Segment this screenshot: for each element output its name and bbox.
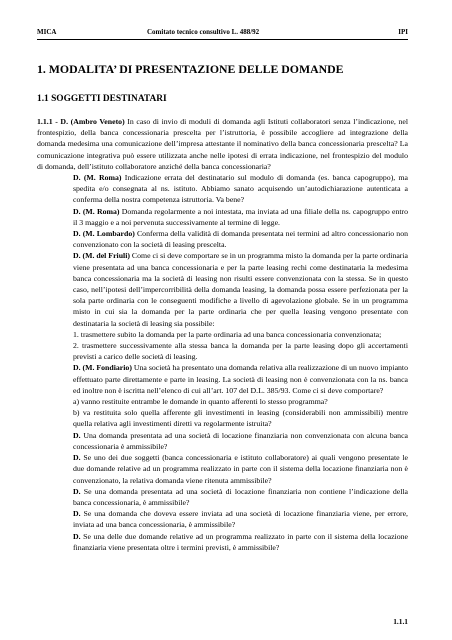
paragraph	[37, 228, 408, 250]
paragraph-text: 1. trasmettere subito la domanda per la parte ordinaria ad una banca concessionaria convenzionata;	[73, 329, 382, 339]
section-title: 1.1 SOGGETTI DESTINATARI	[37, 94, 167, 104]
paragraph-text: b) va restituita solo quella afferente gli investimenti in leasing (considerabili non ammissibili) mentre quella relativa agli investimenti diretti va regolarmente istruita?	[73, 408, 408, 429]
header-right: IPI	[398, 28, 408, 36]
body-text	[37, 116, 408, 553]
paragraph-text: In caso di invio di moduli di domanda agli Istituti collaboratori senza l’indicazione, nel frontespizio, della banca concessionaria prescelta per l’istruttoria, è possibile accogliere ad integrazione della domanda medesima una comunicazione dell’impresa attestante il nominativo della banca concessionaria prescelta? La comunicazione integrativa può essere utilizzata anche nelle ipotesi di errata indicazione, nel frontespizio del modulo di domanda, dell’istituto collaboratore anziché della banca concessionaria?	[37, 117, 409, 171]
paragraph-lead: D. (M. Fondiario)	[73, 363, 132, 373]
paragraph	[37, 430, 408, 452]
list-item	[37, 407, 408, 429]
chapter-title: 1. MODALITA’ DI PRESENTAZIONE DELLE DOMANDE	[37, 62, 344, 76]
header-left: MICA	[37, 28, 57, 36]
paragraph-lead: D.	[73, 430, 81, 440]
paragraph-text: Una società ha presentato una domanda relativa alla realizzazione di un nuovo impianto effettuato parte direttamente e parte in leasing. La società di leasing non è convenzionata con la ns. banca ed inoltre non è iscritta nell’elenco di cui all’art. 107 del D.L. 385/93. Come ci si deve comportare?	[73, 363, 408, 395]
paragraph-lead: 1.1.1 - D. (Ambro Veneto)	[37, 117, 125, 126]
paragraph-text: Se una delle due domande relative ad un programma realizzato in parte con il sistema della locazione finanziaria viene presentata oltre i termini previsti, è ammissibile?	[73, 531, 408, 552]
page-footer: 1.1.1	[393, 617, 408, 626]
paragraph	[37, 116, 408, 172]
paragraph-text: Se uno dei due soggetti (banca concessionaria e istituto collaboratore) ai quali vengono presentate le due domande relative ad un programma realizzato in parte con il sistema della locazione finanziaria non è convenzionato, la relativa domanda viene ritenuta ammissibile?	[73, 453, 408, 485]
paragraph	[37, 250, 408, 328]
paragraph-text: Indicazione errata del destinatario sul modulo di domanda (es. banca capogruppo), ma spedita e/o consegnata al ns. istituto. Abbiamo sanato acquisendo un’autodichiarazione autenticata a conferma della nostra competenza istruttoria. Va bene?	[73, 173, 408, 205]
paragraph-text: Se una domanda che doveva essere inviata ad una società di locazione finanziaria viene, per errore, inviata ad una banca concessionaria, è ammissibile?	[73, 509, 408, 530]
paragraph-lead: D. (M. Roma)	[73, 173, 122, 183]
paragraph	[37, 452, 408, 486]
paragraph	[37, 206, 408, 228]
paragraph-lead: D.	[73, 486, 81, 496]
paragraph-lead: D.	[73, 509, 81, 519]
paragraph	[37, 486, 408, 508]
paragraph-text: 2. trasmettere successivamente alla stessa banca la domanda per la parte leasing dopo gli accertamenti previsti a carico delle società di leasing.	[73, 341, 408, 362]
paragraph-lead: D. (M. Roma)	[73, 206, 120, 216]
paragraph-text: Se una domanda presentata ad una società di locazione finanziaria non contiene l’indicazione della banca concessionaria, è ammissibile?	[73, 486, 408, 507]
paragraph	[37, 508, 408, 530]
paragraph-lead: D. (M. Lombardo)	[73, 229, 135, 239]
paragraph-text: a) vanno restituite entrambe le domande in quanto afferenti lo stesso programma?	[73, 397, 328, 407]
paragraph	[37, 362, 408, 396]
list-item	[37, 340, 408, 362]
paragraph-lead: D. (M. del Friuli)	[73, 251, 130, 261]
paragraph	[37, 172, 408, 206]
paragraph-lead: D.	[73, 531, 81, 541]
header-rule	[37, 39, 408, 40]
paragraph	[37, 531, 408, 553]
paragraph-text: Domanda regolarmente a noi intestata, ma inviata ad una filiale della ns. capogruppo entro il 3 maggio e a noi pervenuta successivamente al termine di legge.	[73, 206, 409, 227]
paragraph-lead: D.	[73, 453, 81, 463]
paragraph-text: Una domanda presentata ad una società di locazione finanziaria non convenzionata con alcuna banca concessionaria è ammissibile?	[73, 430, 408, 451]
paragraph-text: Conferma della validità di domanda presentata nei termini ad altro concessionario non convenzionato con la società di leasing prescelta.	[73, 229, 408, 250]
header-center: Comitato tecnico consultivo L. 488/92	[147, 28, 260, 36]
paragraph-text: Come ci si deve comportare se in un programma misto la domanda per la parte ordinaria viene presentata ad una banca concessionaria e per la parte leasing rechi come destinataria la medesima banca concessionaria ma la società di leasing non risulti essere convenzionata con la stessa. Se in questo caso, nell’ipotesi dell’impercorribilità della domanda leasing, la domanda possa essere perfezionata per la sola parte ordinaria con le conseguenti modifiche a livello di agevolazione globale. Se in un programma misto in cui sia la domanda per la parte ordinaria che per quella leasing vengono presentate con destinataria la società di leasing sia possibile:	[73, 251, 409, 328]
list-item	[37, 396, 408, 407]
list-item	[37, 329, 408, 340]
